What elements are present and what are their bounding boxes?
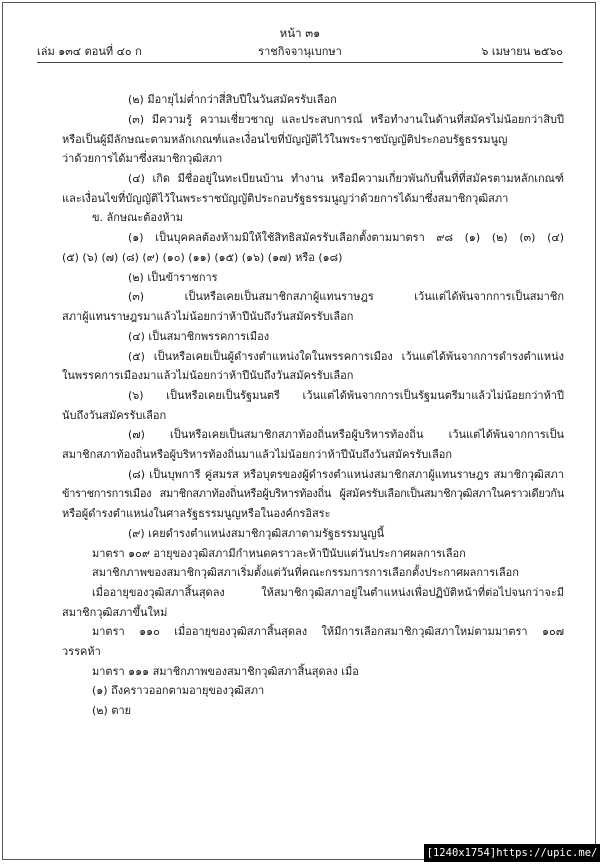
text-line: นับถึงวันสมัครรับเลือก [62, 409, 167, 422]
section-111-line: มาตรา ๑๑๑ สมาชิกภาพของสมาชิกวุฒิสภาสิ้นสุดลง เมื่อ [92, 665, 359, 678]
text-line: ในพรรคการเมืองมาแล้วไม่น้อยกว่าห้าปีนับถึงวันสมัครรับเลือก [62, 369, 354, 382]
text-line: (๑) เป็นบุคคลต้องห้ามมิให้ใช้สิทธิสมัครรับเลือกตั้งตามมาตรา ๙๘ (๑) (๒) (๓) (๔) [128, 231, 564, 244]
text-line: (๒) เป็นข้าราชการ [128, 271, 218, 284]
volume-issue: เล่ม ๑๓๔ ตอนที่ ๔๐ ก [37, 45, 142, 58]
text-line: สมาชิกวุฒิสภาขึ้นใหม่ [62, 606, 168, 619]
section-heading: ข. ลักษณะต้องห้าม [92, 211, 184, 224]
text-line: (๙) เคยดำรงตำแหน่งสมาชิกวุฒิสภาตามรัฐธรรมนูญนี้ [128, 527, 385, 540]
section-110-line: มาตรา ๑๑๐ เมื่ออายุของวุฒิสภาสิ้นสุดลง ให้มีการเลือกสมาชิกวุฒิสภาใหม่ตามมาตรา ๑๐๗ [92, 625, 564, 638]
text-line: ข้าราชการการเมือง สมาชิกสภาท้องถิ่นหรือผู้บริหารท้องถิ่น ผู้สมัครรับเลือกเป็นสมาชิกวุฒิสภาในคราวเดียวกัน [62, 487, 564, 500]
text-line: (๔) เกิด มีชื่ออยู่ในทะเบียนบ้าน ทำงาน หรือมีความเกี่ยวพันกับพื้นที่ที่สมัครตามหลักเกณฑ์ [128, 172, 564, 185]
text-line: เมื่ออายุของวุฒิสภาสิ้นสุดลง ให้สมาชิกวุฒิสภาอยู่ในตำแหน่งเพื่อปฏิบัติหน้าที่ต่อไปจนกว่าจะมี [92, 586, 564, 599]
text-line: (๒) ตาย [92, 704, 132, 717]
text-line: (๕) เป็นหรือเคยเป็นผู้ดำรงตำแหน่งใดในพรรคการเมือง เว้นแต่ได้พ้นจากการดำรงตำแหน่ง [128, 350, 564, 363]
section-109-line: มาตรา ๑๐๙ อายุของวุฒิสภามีกำหนดคราวละห้าปีนับแต่วันประกาศผลการเลือก [92, 547, 466, 560]
text-line: สมาชิกภาพของสมาชิกวุฒิสภาเริ่มตั้งแต่วันที่คณะกรรมการการเลือกตั้งประกาศผลการเลือก [92, 566, 519, 579]
text-line: และเงื่อนไขที่บัญญัติไว้ในพระราชบัญญัติประกอบรัฐธรรมนูญว่าด้วยการได้มาซึ่งสมาชิกวุฒิสภา [62, 192, 509, 205]
publication-date: ๖ เมษายน ๒๕๖๐ [481, 45, 563, 58]
text-line: สมาชิกสภาท้องถิ่นหรือผู้บริหารท้องถิ่นมาแล้วไม่น้อยกว่าห้าปีนับถึงวันสมัครรับเลือก [62, 448, 452, 461]
text-line: ว่าด้วยการได้มาซึ่งสมาชิกวุฒิสภา [62, 152, 223, 165]
text-line: สภาผู้แทนราษฎรมาแล้วไม่น้อยกว่าห้าปีนับถึงวันสมัครรับเลือก [62, 310, 354, 323]
text-line: (๔) เป็นสมาชิกพรรคการเมือง [128, 330, 270, 343]
text-line: (๒) มีอายุไม่ต่ำกว่าสี่สิบปีในวันสมัครรับเลือก [128, 93, 337, 106]
text-line: (๗) เป็นหรือเคยเป็นสมาชิกสภาท้องถิ่นหรือผู้บริหารท้องถิ่น เว้นแต่ได้พ้นจากการเป็น [128, 428, 564, 441]
text-line: หรือเป็นผู้มีลักษณะตามหลักเกณฑ์และเงื่อนไขที่บัญญัติไว้ในพระราชบัญญัติประกอบรัฐธรรมนูญ [62, 133, 508, 146]
gazette-header [37, 44, 563, 60]
text-line: วรรคห้า [62, 645, 101, 658]
text-line: (๓) มีความรู้ ความเชี่ยวชาญ และประสบการณ์ หรือทำงานในด้านที่สมัครไม่น้อยกว่าสิบปี [128, 113, 564, 126]
text-line: (๘) เป็นบุพการี คู่สมรส หรือบุตรของผู้ดำรงตำแหน่งสมาชิกสภาผู้แทนราษฎร สมาชิกวุฒิสภา [128, 468, 564, 481]
gazette-title: ราชกิจจานุเบกษา [258, 45, 342, 58]
text-line: (๕) (๖) (๗) (๘) (๙) (๑๐) (๑๑) (๑๕) (๑๖) (๑๗) หรือ (๑๘) [62, 251, 343, 264]
text-line: (๑) ถึงคราวออกตามอายุของวุฒิสภา [92, 684, 265, 697]
image-source-watermark: [1240x1754]https://upic.me/ [424, 844, 600, 862]
page-number: หน้า ๓๑ [279, 26, 321, 40]
text-line: (๓) เป็นหรือเคยเป็นสมาชิกสภาผู้แทนราษฎร เว้นแต่ได้พ้นจากการเป็นสมาชิก [128, 290, 564, 303]
text-line: หรือผู้ดำรงตำแหน่งในศาลรัฐธรรมนูญหรือในองค์กรอิสระ [62, 507, 331, 520]
text-line: (๖) เป็นหรือเคยเป็นรัฐมนตรี เว้นแต่ได้พ้นจากการเป็นรัฐมนตรีมาแล้วไม่น้อยกว่าห้าปี [128, 389, 564, 402]
header-divider [37, 62, 563, 63]
